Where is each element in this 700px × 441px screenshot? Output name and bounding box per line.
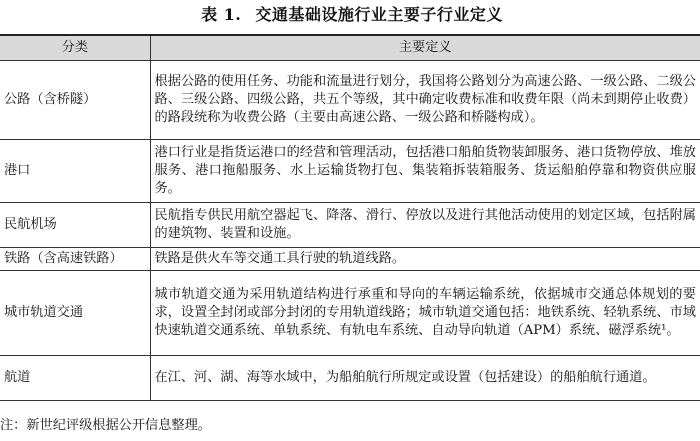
header-category: 分类	[0, 36, 150, 61]
table-row	[0, 140, 700, 203]
row-definition: 在江、河、湖、海等水域中，为船舶航行所规定或设置（包括建设）的船舶航行通道。	[150, 356, 700, 401]
table-number: 表 1.	[201, 5, 242, 24]
row-category: 港口	[0, 140, 150, 203]
source-note: 注：新世纪评级根据公开信息整理。	[0, 418, 211, 433]
table-row	[0, 271, 700, 356]
row-category: 铁路（含高速铁路）	[0, 248, 150, 271]
definition-table	[0, 36, 700, 401]
row-category: 航道	[0, 356, 150, 401]
row-category: 城市轨道交通	[0, 271, 150, 356]
table-row	[0, 61, 700, 140]
table-title	[0, 5, 700, 25]
table-header-row	[0, 36, 700, 61]
table-title-text: 交通基础设施行业主要子行业定义	[255, 5, 503, 24]
header-definition: 主要定义	[150, 36, 700, 61]
table-row	[0, 248, 700, 271]
row-category: 公路（含桥隧）	[0, 61, 150, 140]
row-definition: 民航指专供民用航空器起飞、降落、滑行、停放以及进行其他活动使用的划定区域，包括附属的建筑物、装置和设施。	[150, 203, 700, 248]
row-definition: 根据公路的使用任务、功能和流量进行划分，我国将公路划分为高速公路、一级公路、二级公路、三级公路、四级公路，共五个等级，其中确定收费标准和收费年限（尚未到期停止收费）的路段统称为收费公路（主要由高速公路、一级公路和桥隧构成）。	[150, 61, 700, 140]
row-definition: 城市轨道交通为采用轨道结构进行承重和导向的车辆运输系统，依据城市交通总体规划的要求，设置全封闭或部分封闭的专用轨道线路；城市轨道交通包括：地铁系统、轻轨系统、市域快速轨道交通系统、单轨系统、有轨电车系统、自动导向轨道（APM）系统、磁浮系统¹。	[150, 271, 700, 356]
table-row	[0, 356, 700, 401]
table-row	[0, 203, 700, 248]
row-definition: 铁路是供火车等交通工具行驶的轨道线路。	[150, 248, 700, 271]
row-category: 民航机场	[0, 203, 150, 248]
row-definition: 港口行业是指货运港口的经营和管理活动，包括港口船舶货物装卸服务、港口货物停放、堆放服务、港口拖船服务、水上运输货物打包、集装箱拆装箱服务、货运船舶停靠和物资供应服务。	[150, 140, 700, 203]
